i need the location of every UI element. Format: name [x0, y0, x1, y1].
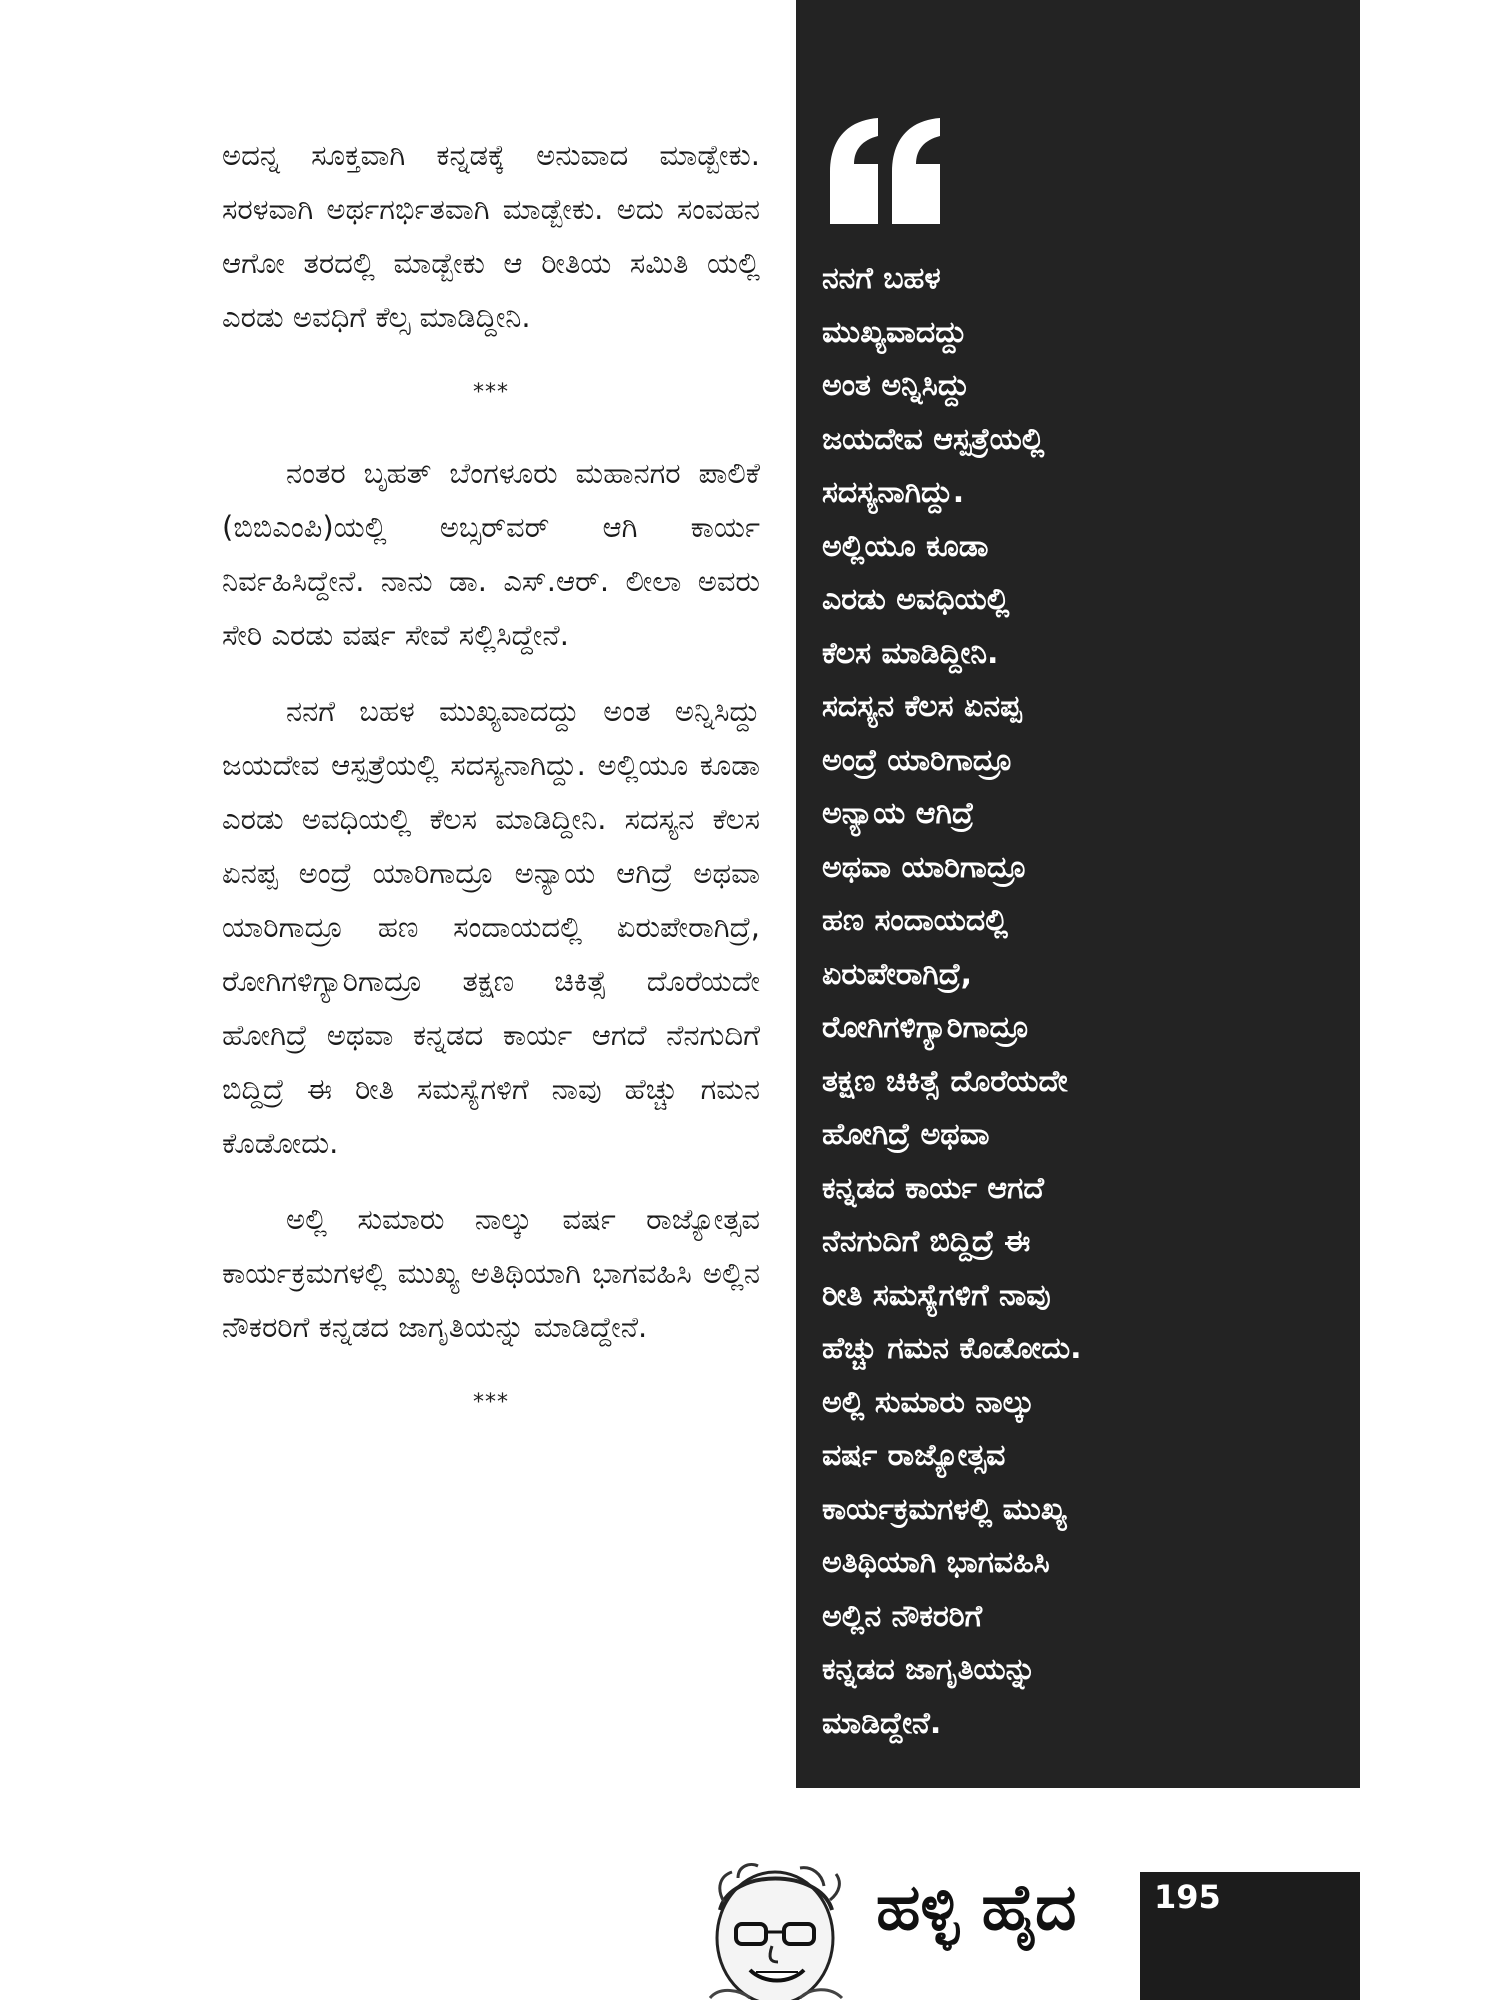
pull-quote-line: ನೆನಗುದಿಗೆ ಬಿದ್ದಿದ್ರೆ ಈ [822, 1224, 1031, 1259]
pull-quote-line: ಕನ್ನಡದ ಜಾಗೃತಿಯನ್ನು [822, 1652, 1036, 1687]
pull-quote-line: ಎರಡು ಅವಧಿಯಲ್ಲಿ [822, 582, 1010, 617]
pull-quote-line: ಅಥವಾ ಯಾರಿಗಾದ್ರೂ [822, 849, 1027, 885]
pull-quote-line: ಏರುಪೇರಾಗಿದ್ರೆ, [822, 956, 972, 992]
pull-quote-line: ಅಲ್ಲಿ ಸುಮಾರು ನಾಲ್ಕು [822, 1384, 1035, 1420]
pull-quote-line: ಅಂತ ಅನ್ನಿಸಿದ್ದು [822, 368, 970, 403]
page-number: 195 [1154, 1878, 1221, 1916]
pull-quote-line: ಅತಿಥಿಯಾಗಿ ಭಾಗವಹಿಸಿ [822, 1545, 1050, 1580]
pull-quote-text [822, 252, 1342, 1750]
paragraph-4: ಅಲ್ಲಿ ಸುಮಾರು ನಾಲ್ಕು ವರ್ಷ ರಾಜ್ಯೋತ್ಸವ ಕಾರ್ಯಕ್ರಮಗಳಲ್ಲಿ ಮುಖ್ಯ ಅತಿಥಿಯಾಗಿ ಭಾಗವಹಿಸಿ ಅಲ್ಲಿನ ನೌಕರರಿಗೆ ಕನ್ನಡದ ಜಾಗೃತಿಯನ್ನು ಮಾಡಿದ್ದೇನೆ. [222, 1202, 760, 1344]
pull-quote-line: ಜಯದೇವ ಆಸ್ಪತ್ರೆಯಲ್ಲಿ [822, 421, 1045, 457]
quotation-mark-icon [820, 112, 950, 232]
pull-quote-panel [796, 0, 1360, 1788]
page-number-box [1140, 1872, 1360, 2000]
pull-quote-line: ಸದಸ್ಯನಾಗಿದ್ದು. [822, 475, 965, 510]
pull-quote-line: ಅಲ್ಲಿನ ನೌಕರರಿಗೆ [822, 1598, 983, 1634]
pull-quote-line: ಹೋಗಿದ್ರೆ ಅಥವಾ [822, 1117, 990, 1152]
pull-quote-line: ಅನ್ಯಾಯ ಆಗಿದ್ರೆ [822, 796, 974, 831]
paragraph-3: ನನಗೆ ಬಹಳ ಮುಖ್ಯವಾದದ್ದು ಅಂತ ಅನ್ನಿಸಿದ್ದು ಜಯದೇವ ಆಸ್ಪತ್ರೆಯಲ್ಲಿ ಸದಸ್ಯನಾಗಿದ್ದು. ಅಲ್ಲಿಯೂ ಕೂಡಾ ಎರಡು ಅವಧಿಯಲ್ಲಿ ಕೆಲಸ ಮಾಡಿದ್ದೀನಿ. ಸದಸ್ಯನ ಕೆಲಸ ಏನಪ್ಪ ಅಂದ್ರೆ ಯಾರಿಗಾದ್ರೂ ಅನ್ಯಾಯ ಆಗಿದ್ರೆ ಅಥವಾ ಯಾರಿಗಾದ್ರೂ ಹಣ ಸಂದಾಯದಲ್ಲಿ ಏರುಪೇರಾಗಿದ್ರೆ, ರೋಗಿಗಳಿಗ್ಯಾರಿಗಾದ್ರೂ ತಕ್ಷಣ ಚಿಕಿತ್ಸೆ ದೊರೆಯದೇ ಹೋಗಿದ್ರೆ ಅಥವಾ ಕನ್ನಡದ ಕಾರ್ಯ ಆಗದೆ ನೆನಗುದಿಗೆ ಬಿದ್ದಿದ್ರೆ ಈ ರೀತಿ ಸಮಸ್ಯೆಗಳಿಗೆ ನಾವು ಹೆಚ್ಚು ಗಮನ ಕೊಡೋದು. [222, 694, 760, 1160]
pull-quote-line: ಹೆಚ್ಚು ಗಮನ ಕೊಡೋದು. [822, 1331, 1082, 1366]
pull-quote-line: ವರ್ಷ ರಾಜ್ಯೋತ್ಸವ [822, 1438, 1006, 1473]
pull-quote-line: ಹಣ ಸಂದಾಯದಲ್ಲಿ [822, 903, 1008, 938]
pull-quote-line: ಕೆಲಸ ಮಾಡಿದ್ದೀನಿ. [822, 635, 999, 671]
body-text-column [222, 128, 760, 1456]
pull-quote-line: ಮಾಡಿದ್ದೇನೆ. [822, 1705, 942, 1741]
pull-quote-line: ಕನ್ನಡದ ಕಾರ್ಯ ಆಗದೆ [822, 1170, 1044, 1206]
paragraph-1: ಅದನ್ನ ಸೂಕ್ತವಾಗಿ ಕನ್ನಡಕ್ಕೆ ಅನುವಾದ ಮಾಡ್ಬೇಕು. ಸರಳವಾಗಿ ಅರ್ಥಗರ್ಭಿತವಾಗಿ ಮಾಡ್ಬೇಕು. ಅದು ಸಂವಹನ ಆಗೋ ತರದಲ್ಲಿ ಮಾಡ್ಬೇಕು ಆ ರೀತಿಯ ಸಮಿತಿ ಯಲ್ಲಿ ಎರಡು ಅವಧಿಗೆ ಕೆಲ್ಸ ಮಾಡಿದ್ದೀನಿ. [222, 138, 760, 334]
pull-quote-line: ಮುಖ್ಯವಾದದ್ದು [822, 314, 967, 350]
pull-quote-line: ಅಂದ್ರೆ ಯಾರಿಗಾದ್ರೂ [822, 742, 1013, 778]
pull-quote-line: ಸದಸ್ಯನ ಕೆಲಸ ಏನಪ್ಪ [822, 689, 1022, 724]
pull-quote-line: ಅಲ್ಲಿಯೂ ಕೂಡಾ [822, 528, 989, 564]
pull-quote-line: ರೀತಿ ಸಮಸ್ಯೆಗಳಿಗೆ ನಾವು [822, 1277, 1051, 1313]
section-separator: *** [473, 380, 509, 405]
pull-quote-line: ಕಾರ್ಯಕ್ರಮಗಳಲ್ಲಿ ಮುಖ್ಯ [822, 1491, 1067, 1527]
book-title: ಹಳ್ಳಿ ಹೈದ [876, 1871, 1077, 1945]
pull-quote-line: ರೋಗಿಗಳಿಗ್ಯಾರಿಗಾದ್ರೂ [822, 1010, 1030, 1045]
section-separator: *** [473, 1390, 509, 1415]
pull-quote-line: ನನಗೆ ಬಹಳ [822, 261, 941, 296]
paragraph-2: ನಂತರ ಬೃಹತ್ ಬೆಂಗಳೂರು ಮಹಾನಗರ ಪಾಲಿಕೆ (ಬಿಬಿಎಂಪಿ)ಯಲ್ಲಿ ಅಬ್ಸರ್‌ವರ್ ಆಗಿ ಕಾರ್ಯ ನಿರ್ವಹಿಸಿದ್ದೇನೆ. ನಾನು ಡಾ. ಎಸ್.ಆರ್. ಲೀಲಾ ಅವರು ಸೇರಿ ಎರಡು ವರ್ಷ ಸೇವೆ ಸಲ್ಲಿಸಿದ್ದೇನೆ. [222, 456, 760, 652]
caricature-portrait-icon [680, 1858, 870, 2000]
pull-quote-line: ತಕ್ಷಣ ಚಿಕಿತ್ಸೆ ದೊರೆಯದೇ [822, 1063, 1068, 1099]
